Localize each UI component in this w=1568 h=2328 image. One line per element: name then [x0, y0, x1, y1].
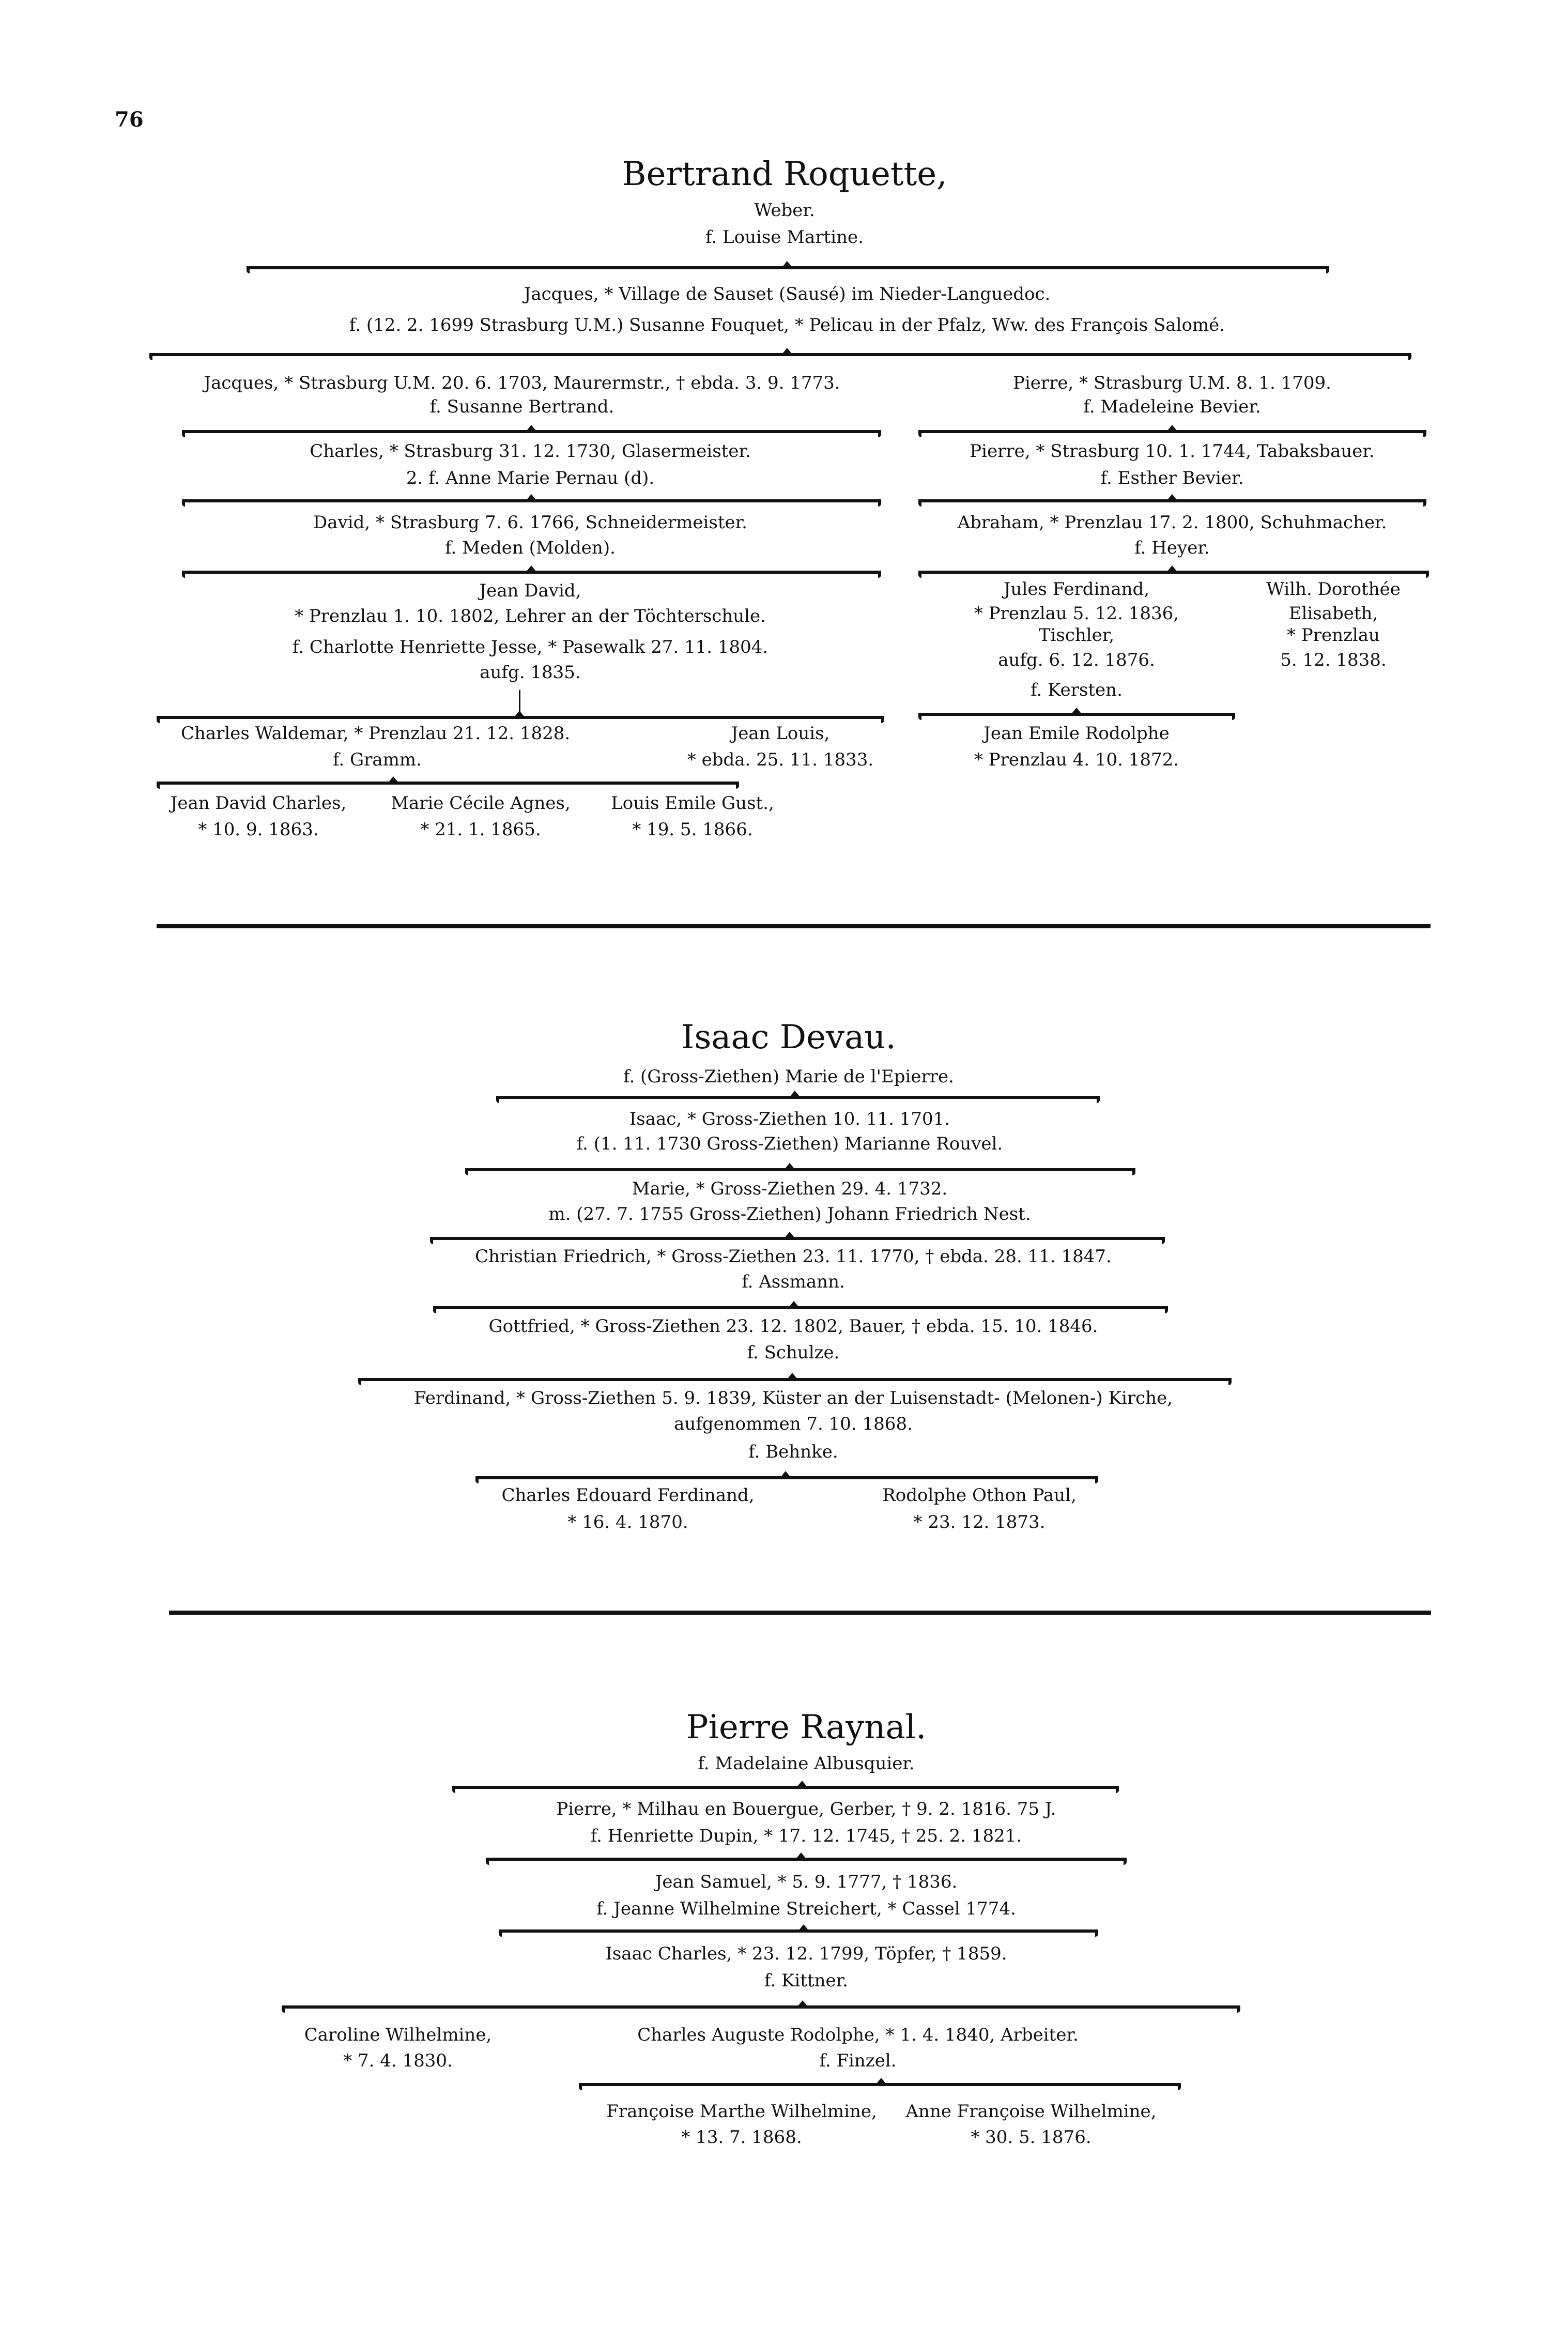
brace-connector — [157, 782, 739, 787]
left-gen3-line2: 2. f. Anne Marie Pernau (d). — [406, 468, 655, 488]
family-spouse: f. Louise Martine. — [705, 227, 864, 248]
grandchild-1-line1: Françoise Marthe Wilhelmine, — [606, 2101, 877, 2122]
gen-1-line1: Isaac, * Gross-Ziethen 10. 11. 1701. — [629, 1109, 950, 1129]
gen1-line2: f. (12. 2. 1699 Strasburg U.M.) Susanne Fouquet, * Pelicau in der Pfalz, Ww. des François Salomé. — [349, 315, 1225, 335]
section-divider — [157, 924, 1431, 928]
right-gen5-b-line2: Elisabeth, — [1288, 603, 1378, 624]
brace-connector — [918, 430, 1426, 435]
left-gen4-line1: David, * Strasburg 7. 6. 1766, Schneidermeister. — [313, 512, 747, 533]
brace-connector — [475, 1476, 1098, 1481]
brace-connector — [918, 713, 1235, 718]
right-gen5-a-line2: * Prenzlau 5. 12. 1836, — [974, 603, 1179, 624]
brace-connector — [579, 2083, 1181, 2088]
gen-4-line1: Gottfried, * Gross-Ziethen 23. 12. 1802, Bauer, † ebda. 15. 10. 1846. — [488, 1316, 1098, 1337]
brace-connector — [182, 430, 881, 435]
right-gen6-line2: * Prenzlau 4. 10. 1872. — [974, 749, 1179, 770]
gen-2-line1: Marie, * Gross-Ziethen 29. 4. 1732. — [632, 1178, 948, 1199]
left-gen6-b-line1: Jean Louis, — [731, 723, 830, 744]
gen-2-line1: Jean Samuel, * 5. 9. 1777, † 1836. — [655, 1872, 958, 1892]
left-gen7-a-line1: Jean David Charles, — [170, 793, 347, 814]
gen-5-line1: Ferdinand, * Gross-Ziethen 5. 9. 1839, Küster an der Luisenstadt- (Melonen-) Kirche, — [413, 1388, 1173, 1408]
child-1-line2: * 16. 4. 1870. — [567, 1512, 688, 1533]
left-gen5-line4: aufg. 1835. — [480, 662, 581, 683]
child-2-line1: Rodolphe Othon Paul, — [882, 1485, 1077, 1506]
gen-5-line3: f. Behnke. — [748, 1442, 838, 1462]
family-spouse: f. Madelaine Albusquier. — [698, 1753, 915, 1774]
left-gen6-a-line1: Charles Waldemar, * Prenzlau 21. 12. 1828. — [181, 723, 571, 744]
left-gen7-c-line2: * 19. 5. 1866. — [632, 819, 753, 840]
gen-3-line1: Isaac Charles, * 23. 12. 1799, Töpfer, † 1859. — [605, 1943, 1007, 1964]
right-gen5-a-line5: f. Kersten. — [1031, 680, 1123, 700]
gen-2-line2: f. Jeanne Wilhelmine Streichert, * Cassel 1774. — [596, 1898, 1016, 1919]
gen-2-line2: m. (27. 7. 1755 Gross-Ziethen) Johann Friedrich Nest. — [548, 1204, 1031, 1224]
grandchild-1-line2: * 13. 7. 1868. — [681, 2127, 802, 2148]
gen-1-line1: Pierre, * Milhau en Bouergue, Gerber, † 9. 2. 1816. 75 J. — [556, 1799, 1056, 1819]
brace-connector — [430, 1237, 1165, 1242]
child-1-line1: Charles Edouard Ferdinand, — [501, 1485, 755, 1506]
gen-4-line2: f. Schulze. — [747, 1342, 840, 1363]
right-gen2-line2: f. Madeleine Bevier. — [1083, 396, 1261, 417]
connector-stem — [519, 690, 520, 713]
left-gen6-a-line2: f. Gramm. — [333, 749, 422, 770]
right-gen5-a-line3: Tischler, — [1038, 625, 1115, 646]
brace-connector — [918, 499, 1426, 504]
brace-connector — [433, 1306, 1168, 1311]
gen-3-line2: f. Assmann. — [742, 1272, 845, 1292]
brace-connector — [149, 353, 1411, 358]
brace-connector — [499, 1929, 1098, 1935]
grandchild-2-line2: * 30. 5. 1876. — [971, 2127, 1092, 2148]
right-gen4-line2: f. Heyer. — [1134, 538, 1210, 558]
brace-connector — [465, 1168, 1135, 1173]
brace-connector — [918, 571, 1429, 576]
family-title: Bertrand Roquette, — [622, 155, 947, 193]
brace-connector — [247, 266, 1329, 271]
family-title: Isaac Devau. — [681, 1018, 896, 1056]
right-gen5-b-line1: Wilh. Dorothée — [1266, 579, 1401, 600]
gen-3-line2: f. Kittner. — [764, 1970, 848, 1991]
child-2-line2: f. Finzel. — [819, 2050, 897, 2071]
right-gen5-a-line1: Jules Ferdinand, — [1003, 579, 1150, 600]
left-gen5-line3: f. Charlotte Henriette Jesse, * Pasewalk 27. 11. 1804. — [292, 637, 768, 657]
child-2-line1: Charles Auguste Rodolphe, * 1. 4. 1840, Arbeiter. — [637, 2025, 1079, 2045]
gen-1-line2: f. (1. 11. 1730 Gross-Ziethen) Marianne Rouvel. — [576, 1134, 1003, 1154]
brace-connector — [182, 499, 881, 504]
child-2-line2: * 23. 12. 1873. — [913, 1512, 1046, 1533]
left-gen5-line2: * Prenzlau 1. 10. 1802, Lehrer an der Töchterschule. — [295, 606, 766, 626]
left-gen7-c-line1: Louis Emile Gust., — [611, 793, 774, 814]
right-gen3-line1: Pierre, * Strasburg 10. 1. 1744, Tabaksbauer. — [970, 441, 1375, 462]
brace-connector — [182, 571, 881, 576]
gen-5-line2: aufgenommen 7. 10. 1868. — [674, 1414, 913, 1434]
brace-connector — [282, 2005, 1240, 2011]
brace-connector — [452, 1786, 1119, 1791]
left-gen2-line1: Jacques, * Strasburg U.M. 20. 6. 1703, Maurermstr., † ebda. 3. 9. 1773. — [204, 373, 840, 393]
family-title: Pierre Raynal. — [686, 1708, 927, 1747]
child-1-line1: Caroline Wilhelmine, — [304, 2025, 492, 2045]
right-gen6-line1: Jean Emile Rodolphe — [983, 723, 1170, 744]
brace-connector — [496, 1096, 1100, 1101]
left-gen6-b-line2: * ebda. 25. 11. 1833. — [687, 749, 874, 770]
right-gen5-b-line4: 5. 12. 1838. — [1280, 650, 1387, 670]
brace-connector — [157, 716, 884, 721]
right-gen2-line1: Pierre, * Strasburg U.M. 8. 1. 1709. — [1013, 373, 1331, 393]
left-gen7-b-line2: * 21. 1. 1865. — [420, 819, 541, 840]
left-gen5-line1: Jean David, — [479, 580, 581, 601]
grandchild-2-line1: Anne Françoise Wilhelmine, — [905, 2101, 1157, 2122]
family-occupation: Weber. — [754, 200, 815, 221]
left-gen3-line1: Charles, * Strasburg 31. 12. 1730, Glasermeister. — [310, 441, 751, 462]
left-gen7-a-line2: * 10. 9. 1863. — [198, 819, 319, 840]
right-gen5-b-line3: * Prenzlau — [1287, 625, 1380, 646]
brace-connector — [486, 1858, 1127, 1863]
section-divider — [169, 1611, 1431, 1615]
gen1-line1: Jacques, * Village de Sauset (Sausé) im Nieder-Languedoc. — [524, 284, 1051, 304]
gen-1-line2: f. Henriette Dupin, * 17. 12. 1745, † 25. 2. 1821. — [590, 1826, 1022, 1846]
right-gen5-a-line4: aufg. 6. 12. 1876. — [998, 650, 1155, 670]
right-gen4-line1: Abraham, * Prenzlau 17. 2. 1800, Schuhmacher. — [957, 512, 1387, 533]
gen-3-line1: Christian Friedrich, * Gross-Ziethen 23. 11. 1770, † ebda. 28. 11. 1847. — [475, 1246, 1112, 1267]
brace-connector — [358, 1378, 1232, 1383]
left-gen2-line2: f. Susanne Bertrand. — [429, 396, 614, 417]
left-gen7-b-line1: Marie Cécile Agnes, — [391, 793, 571, 814]
child-1-line2: * 7. 4. 1830. — [343, 2050, 453, 2071]
right-gen3-line2: f. Esther Bevier. — [1100, 468, 1244, 488]
left-gen4-line2: f. Meden (Molden). — [445, 538, 616, 558]
family-spouse: f. (Gross-Ziethen) Marie de l'Epierre. — [623, 1066, 954, 1087]
page-number: 76 — [115, 108, 144, 132]
